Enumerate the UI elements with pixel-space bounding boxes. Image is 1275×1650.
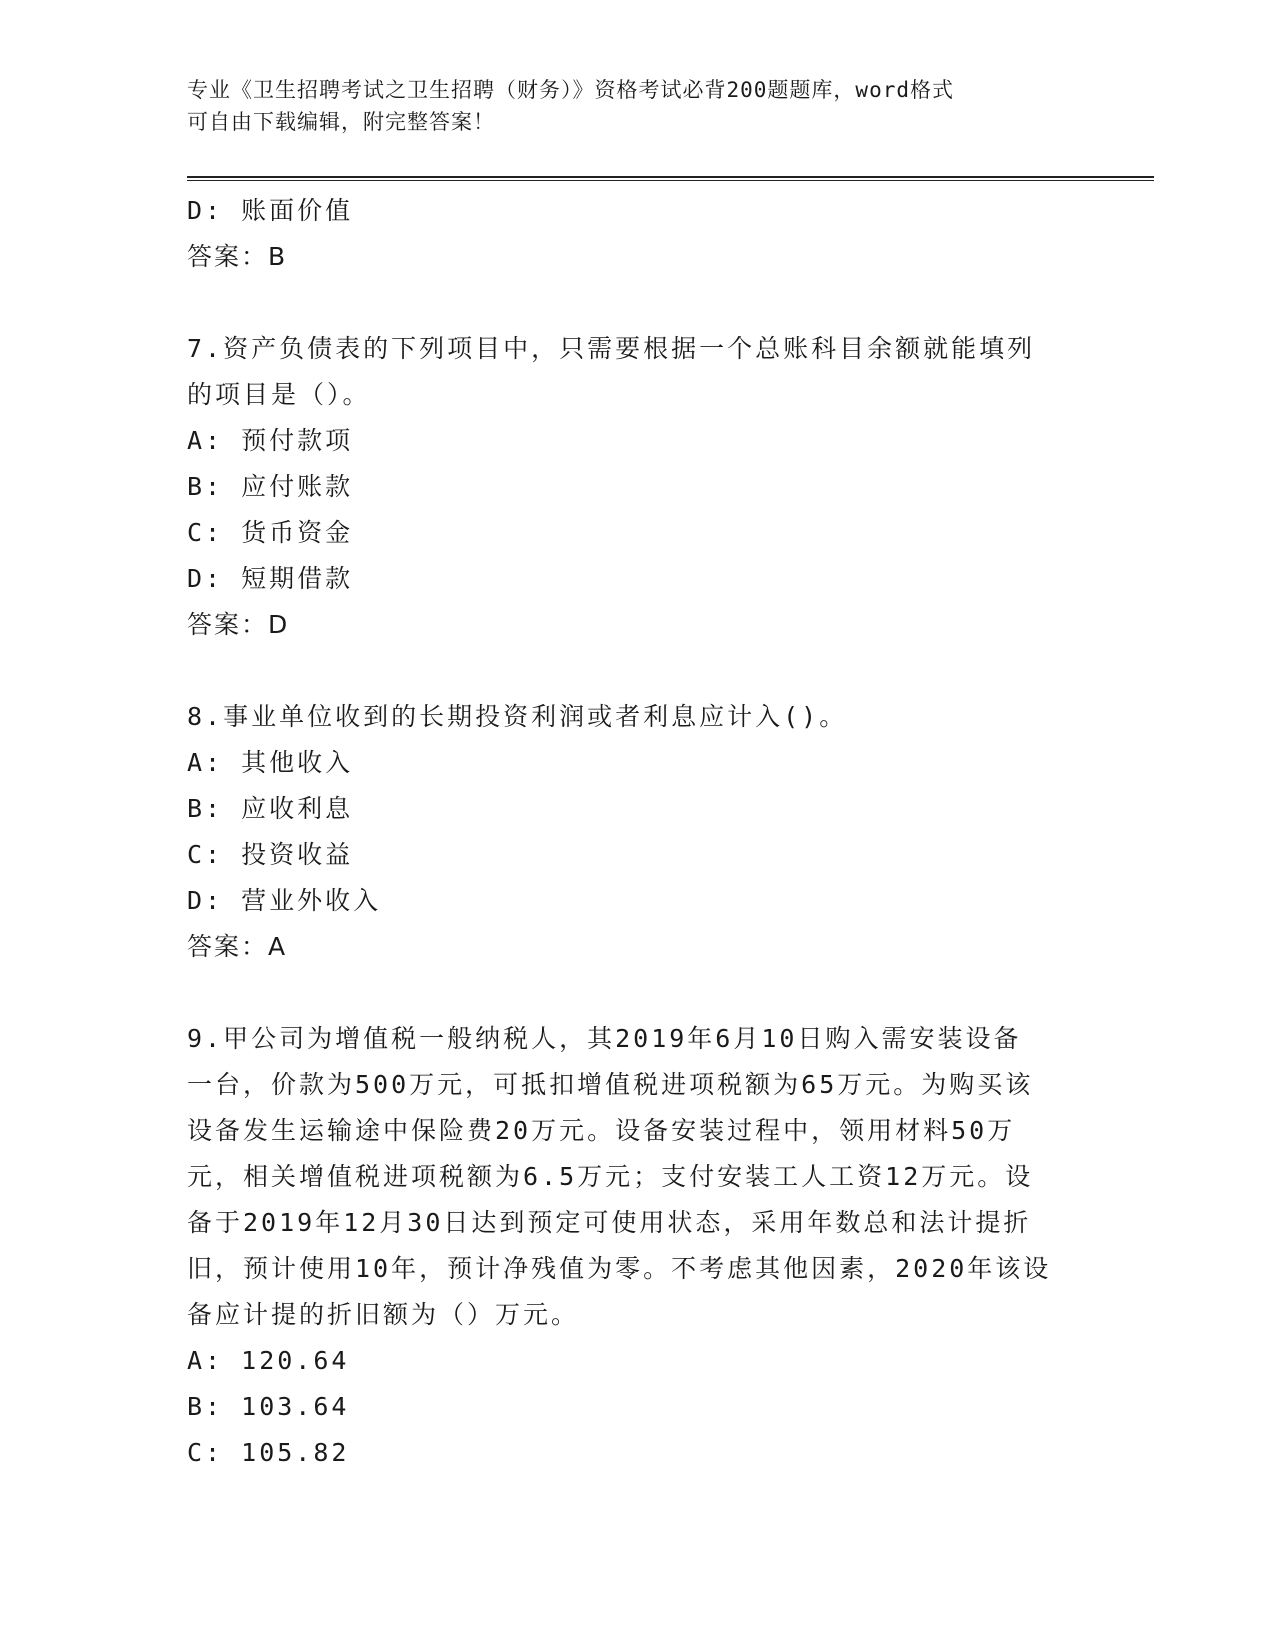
spacer bbox=[187, 648, 1087, 694]
document-body bbox=[187, 188, 1087, 1476]
question-7 bbox=[187, 326, 1087, 648]
header-divider bbox=[187, 176, 1154, 181]
question-6-tail bbox=[187, 188, 1087, 280]
option-c: C: 货币资金 bbox=[187, 518, 354, 547]
option-a: A: 120.64 bbox=[187, 1346, 350, 1375]
answer-line: 答案：B bbox=[187, 242, 288, 271]
question-stem-line: 9.甲公司为增值税一般纳税人，其2019年6月10日购入需安装设备 bbox=[187, 1024, 1022, 1053]
answer-line: 答案：D bbox=[187, 610, 290, 639]
option-d: D: 账面价值 bbox=[187, 196, 354, 225]
question-stem-line: 旧，预计使用10年，预计净残值为零。不考虑其他因素，2020年该设 bbox=[187, 1254, 1052, 1283]
header-line-1: 专业《卫生招聘考试之卫生招聘（财务）》资格考试必背200题题库，word格式 bbox=[187, 78, 954, 102]
question-stem-line: 8.事业单位收到的长期投资利润或者利息应计入()。 bbox=[187, 702, 848, 731]
option-b: B: 应付账款 bbox=[187, 472, 354, 501]
option-b: B: 应收利息 bbox=[187, 794, 354, 823]
spacer bbox=[187, 970, 1087, 1016]
question-stem-line: 设备发生运输途中保险费20万元。设备安装过程中，领用材料50万 bbox=[187, 1116, 1016, 1145]
option-a: A: 其他收入 bbox=[187, 748, 354, 777]
question-stem-line: 的项目是（）。 bbox=[187, 380, 371, 409]
question-stem-line: 备于2019年12月30日达到预定可使用状态，采用年数总和法计提折 bbox=[187, 1208, 1032, 1237]
question-stem-line: 备应计提的折旧额为（）万元。 bbox=[187, 1300, 580, 1329]
answer-line: 答案：A bbox=[187, 932, 288, 961]
page-header bbox=[187, 74, 1087, 138]
question-9 bbox=[187, 1016, 1087, 1476]
spacer bbox=[187, 280, 1087, 326]
header-line-2: 可自由下载编辑，附完整答案！ bbox=[187, 110, 495, 134]
question-stem-line: 元，相关增值税进项税额为6.5万元；支付安装工人工资12万元。设 bbox=[187, 1162, 1034, 1191]
option-b: B: 103.64 bbox=[187, 1392, 350, 1421]
question-stem-line: 7.资产负债表的下列项目中，只需要根据一个总账科目余额就能填列 bbox=[187, 334, 1036, 363]
option-d: D: 短期借款 bbox=[187, 564, 354, 593]
option-c: C: 投资收益 bbox=[187, 840, 354, 869]
question-stem-line: 一台，价款为500万元，可抵扣增值税进项税额为65万元。为购买该 bbox=[187, 1070, 1034, 1099]
option-a: A: 预付款项 bbox=[187, 426, 354, 455]
option-c: C: 105.82 bbox=[187, 1438, 350, 1467]
question-8 bbox=[187, 694, 1087, 970]
option-d: D: 营业外收入 bbox=[187, 886, 382, 915]
